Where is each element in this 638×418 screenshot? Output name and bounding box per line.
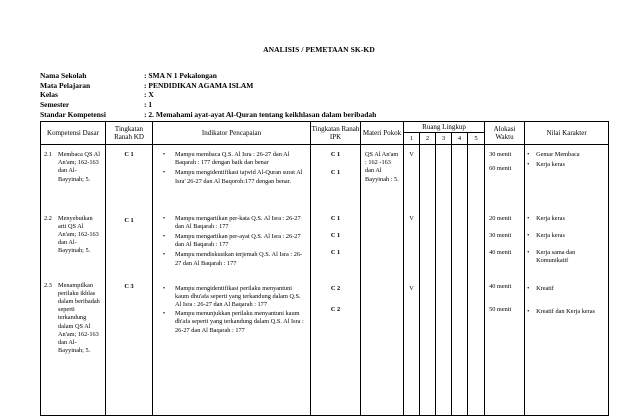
header-tingkatan-ipk: Tingkatan Ranah IPK bbox=[311, 122, 361, 145]
header-alokasi: Alokasi Waktu bbox=[485, 122, 525, 145]
bullet-icon: • bbox=[527, 231, 530, 239]
ranah-kd: C 1 bbox=[106, 215, 153, 282]
info-value: : SMA N 1 Pekalongan bbox=[144, 71, 217, 80]
header-ruang-col: 2 bbox=[420, 133, 436, 145]
ranah-ipk: C 1 C 1 C 1 bbox=[311, 215, 361, 282]
kd-text: Membaca QS Al An'am; 162-163 dan Al-Bayyinah; 5. bbox=[58, 151, 100, 183]
kd-cell bbox=[41, 282, 105, 356]
bullet-icon: • bbox=[527, 248, 530, 256]
info-label: Nama Sekolah bbox=[40, 71, 87, 80]
nilai-karakter: • Kreatif • Kreatif dan Kerja keras bbox=[525, 282, 609, 416]
header-karakter: Nilai Karakter bbox=[525, 122, 609, 145]
header-ruang-col: 1 bbox=[404, 133, 420, 145]
table-row bbox=[41, 215, 609, 282]
bullet-icon: • bbox=[162, 284, 166, 292]
kd-cell bbox=[41, 215, 105, 256]
analysis-table bbox=[40, 121, 609, 416]
header-ruang-col: 4 bbox=[452, 133, 468, 145]
nilai-karakter: • Gemar Membaca • Kerja keras bbox=[525, 145, 609, 215]
indikator-item: • Mampu mengartikan per-kata Q.S. Al Isra : 26-27 dan Al Baqarah : 177 bbox=[153, 215, 310, 231]
kd-text: Menampilkan perilaku ikhlas dalam beribadah seperti terkandung dalam QS Al An'am; 162-163 dan Al-Bayyinah; 5. bbox=[58, 281, 100, 355]
kd-cell bbox=[41, 145, 105, 184]
ruang-mark: V bbox=[404, 215, 420, 282]
kd-text: Menyebutkan arti QS Al An'am; 162-163 dan Al-Bayyinah; 5. bbox=[58, 214, 99, 255]
nilai-karakter: • Kerja keras • Kerja keras • Kerja sama dan Komunikatif bbox=[525, 215, 609, 282]
materi-pokok bbox=[361, 282, 404, 416]
ranah-kd: C 3 bbox=[106, 282, 153, 416]
bullet-icon: • bbox=[527, 284, 530, 292]
bullet-icon: • bbox=[162, 151, 166, 158]
ranah-ipk: C 1 C 1 bbox=[311, 145, 361, 215]
info-value: : 1 bbox=[144, 100, 153, 110]
header-indikator: Indikator Pencapaian bbox=[153, 122, 311, 145]
header-ruang-col: 5 bbox=[468, 133, 485, 145]
kd-number: 2.2 bbox=[44, 214, 52, 222]
header-ruang-col: 3 bbox=[436, 133, 452, 145]
info-label: Standar Kompetensi bbox=[40, 109, 106, 119]
header-tingkatan-kd: Tingkatan Ranah KD bbox=[106, 122, 153, 145]
materi-pokok: QS Al An'am : 162 -163 dan Al Bayyinah : 5. bbox=[361, 145, 404, 215]
indikator-item: • Mampu mengidentifikasi tajwid Al-Quran surat Al Isra' 26-27 dan Al Baqoroh:177 dengan benar. bbox=[153, 169, 310, 185]
indikator-item: • Mampu mengartikan per-ayat Q.S. Al Isra : 26-27 dan Al Baqarah : 177 bbox=[153, 233, 310, 249]
alokasi-waktu: 40 menit 50 menit bbox=[485, 282, 525, 416]
bullet-icon: • bbox=[162, 232, 166, 240]
indikator-item: • Mampu mengidentifikasi perilaku menyantuni kaum dhu'afa seperti yang terkandung dalam Q.S. Al Isra : 26-27 dan Al Baqarah : 177 bbox=[153, 285, 310, 310]
bullet-icon: • bbox=[527, 151, 530, 158]
alokasi-waktu: 20 menit 30 menit 40 menit bbox=[485, 215, 525, 282]
bullet-icon: • bbox=[162, 251, 166, 259]
ranah-kd: C 1 bbox=[106, 145, 153, 215]
info-value: : X bbox=[144, 90, 154, 100]
info-value: : PENDIDIKAN AGAMA ISLAM bbox=[144, 80, 254, 90]
bullet-icon: • bbox=[162, 214, 166, 222]
indikator-item: • Mampu membaca Q.S. Al Isra : 26-27 dan Al Baqarah : 177 dengan baik dan benar bbox=[153, 151, 310, 167]
table-row bbox=[41, 282, 609, 416]
info-label: Mata Pelajaran bbox=[40, 80, 91, 90]
header-ruang-lingkup: Ruang Lingkup bbox=[404, 122, 485, 133]
header-kd: Kompetensi Dasar bbox=[41, 122, 106, 145]
table-row bbox=[41, 145, 609, 215]
info-value: : 2. Memahami ayat-ayat Al-Quran tentang keikhlasan dalam beribadah bbox=[144, 109, 377, 119]
indikator-item: • Mampu mendiskusikan terjemah Q.S. Al Isra : 26-27 dan Al Baqarah : 177 bbox=[153, 251, 310, 267]
ruang-mark: V bbox=[404, 282, 420, 416]
bullet-icon: • bbox=[527, 161, 530, 169]
alokasi-waktu: 30 menit 60 menit bbox=[485, 145, 525, 215]
bullet-icon: • bbox=[527, 214, 530, 222]
header-materi: Materi Pokok bbox=[361, 122, 404, 145]
page-title: ANALISIS / PEMETAAN SK-KD bbox=[263, 45, 375, 54]
ruang-mark: V bbox=[404, 145, 420, 215]
kd-number: 2.3 bbox=[44, 281, 52, 289]
bullet-icon: • bbox=[162, 310, 166, 318]
indikator-item: • Mampu menunjukkan perilaku menyantuni kaum dh'afa seperti yang terkandung dalam Q.S. Al Isra : 26-27 dan Al Baqarah : 177 bbox=[153, 310, 310, 335]
kd-number: 2.1 bbox=[44, 151, 52, 158]
info-label: Kelas bbox=[40, 90, 58, 100]
bullet-icon: • bbox=[527, 307, 530, 315]
ranah-ipk: C 2 C 2 bbox=[311, 282, 361, 416]
materi-pokok bbox=[361, 215, 404, 282]
bullet-icon: • bbox=[162, 169, 166, 177]
info-label: Semester bbox=[40, 100, 70, 110]
